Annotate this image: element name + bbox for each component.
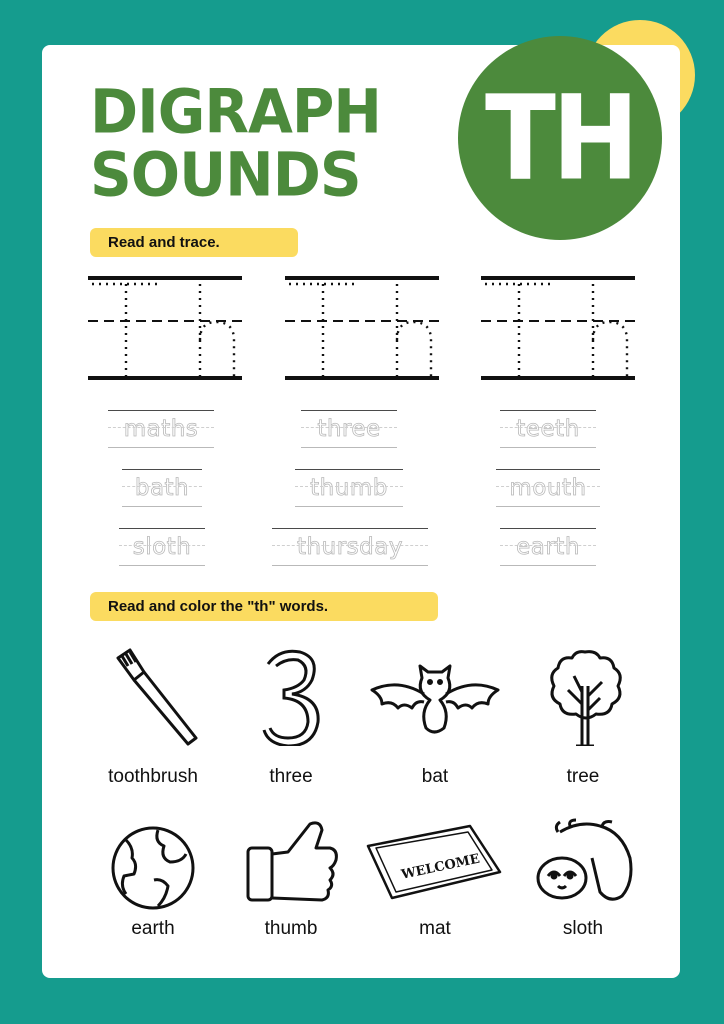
sloth-icon — [530, 818, 640, 918]
section-label-trace: Read and trace. — [90, 228, 298, 257]
caption-toothbrush: toothbrush — [108, 766, 198, 787]
title-line-1: DIGRAPH — [90, 75, 381, 148]
caption-sloth: sloth — [562, 918, 604, 939]
trace-word: thumb — [295, 477, 403, 500]
th-badge — [458, 36, 662, 240]
section-label-color: Read and color the "th" words. — [90, 592, 438, 621]
trace-letters-2 — [285, 272, 439, 382]
caption-earth: earth — [131, 918, 175, 939]
caption-bat: bat — [421, 766, 449, 787]
thumbs-up-icon — [238, 818, 348, 918]
tree-icon — [530, 646, 640, 746]
trace-word: bath — [122, 477, 202, 500]
trace-word: thursday — [272, 536, 428, 559]
trace-letters-3 — [481, 272, 635, 382]
welcome-mat-icon — [364, 820, 504, 904]
trace-word: sloth — [119, 536, 205, 559]
caption-thumb: thumb — [264, 918, 318, 939]
mat-text: WELCOME — [400, 851, 482, 883]
trace-word: mouth — [496, 477, 600, 500]
earth-icon — [98, 818, 208, 918]
caption-mat: mat — [419, 918, 451, 939]
bat-icon — [368, 656, 502, 740]
number-three-icon — [238, 646, 348, 746]
caption-tree: tree — [566, 766, 600, 787]
caption-three: three — [269, 766, 313, 787]
trace-word: earth — [500, 536, 596, 559]
title-line-2: SOUNDS — [90, 138, 361, 211]
toothbrush-icon — [100, 646, 210, 746]
trace-word: three — [301, 418, 397, 441]
trace-word: maths — [108, 418, 214, 441]
badge-text: TH — [485, 69, 635, 207]
trace-word: teeth — [500, 418, 596, 441]
page-title — [90, 75, 381, 211]
trace-letters-1 — [88, 272, 242, 382]
